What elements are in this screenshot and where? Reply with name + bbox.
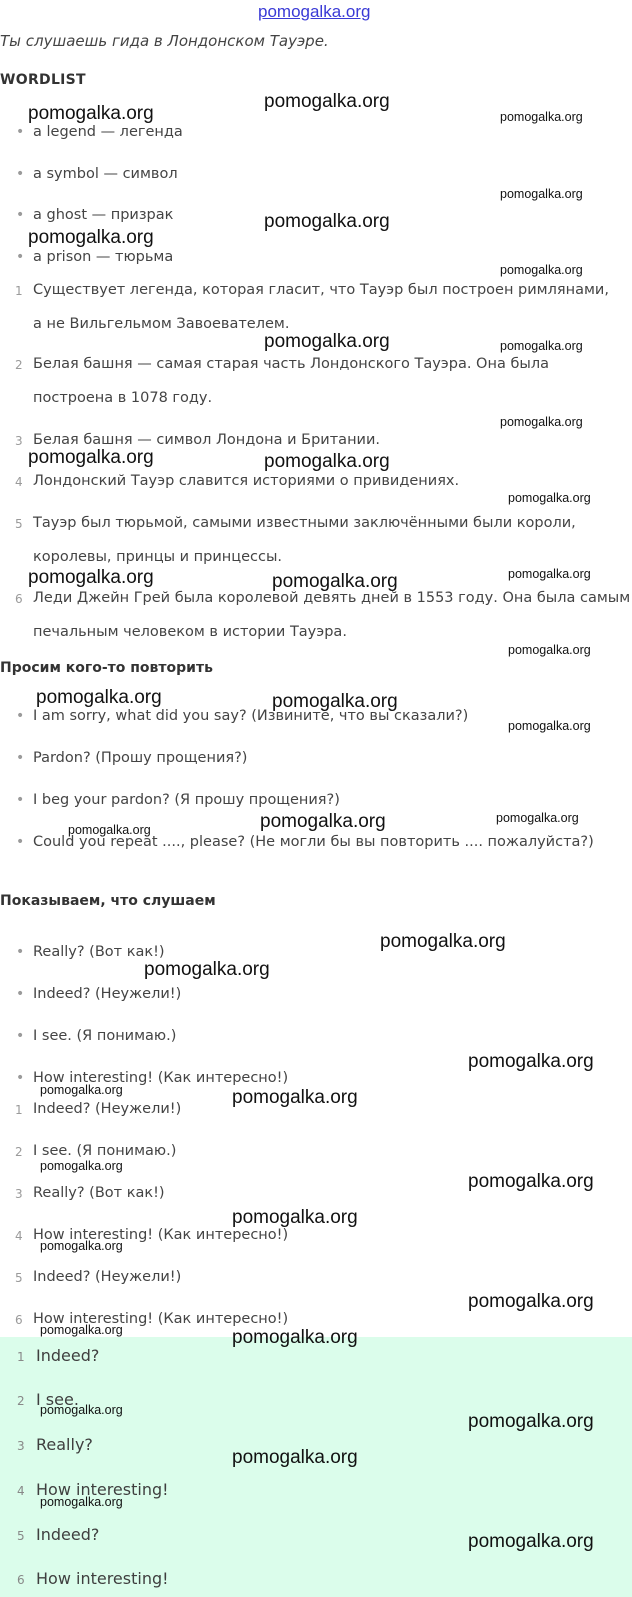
watermark: pomogalka.org [40, 1495, 123, 1509]
sentence-number: 1 [15, 284, 23, 298]
sentence-line: Белая башня — самая старая часть Лондонского Тауэра. Она была [33, 356, 549, 372]
answer-number: 4 [17, 1484, 25, 1498]
watermark: pomogalka.org [40, 1403, 123, 1417]
intro-text: Ты слушаешь гида в Лондонском Тауэре. [0, 32, 329, 50]
sentence-number: 2 [15, 358, 23, 372]
phrase-item: I see. (Я понимаю.) [33, 1028, 177, 1044]
watermark: pomogalka.org [500, 187, 583, 201]
sentence-line: Белая башня — символ Лондона и Британии. [33, 432, 381, 448]
numbered-phrase: Indeed? (Неужели!) [33, 1269, 182, 1285]
sentence-line: Леди Джейн Грей была королевой девять дней в 1553 году. Она была самым [33, 590, 631, 606]
watermark: pomogalka.org [40, 1239, 123, 1253]
sentence-number: 5 [15, 517, 23, 531]
answer-text: How interesting! [36, 1480, 169, 1499]
sentence-line: печальным человеком в истории Тауэра. [33, 624, 347, 640]
wordlist-item: a legend — легенда [33, 124, 183, 140]
watermark: pomogalka.org [380, 931, 506, 952]
sentence-number: 4 [15, 475, 23, 489]
listening-heading: Показываем, что слушаем [0, 893, 216, 909]
repeat-heading: Просим кого-то повторить [0, 660, 213, 676]
watermark: pomogalka.org [468, 1411, 594, 1432]
numbered-phrase: Really? (Вот как!) [33, 1185, 165, 1201]
watermark: pomogalka.org [264, 331, 390, 352]
sentence-number: 6 [15, 592, 23, 606]
watermark: pomogalka.org [40, 1159, 123, 1173]
phrase-item: I beg your pardon? (Я прошу прощения?) [33, 792, 340, 808]
watermark: pomogalka.org [264, 451, 390, 472]
phrase-number: 3 [15, 1187, 23, 1201]
bullet-icon: • [16, 944, 25, 960]
watermark: pomogalka.org [232, 1087, 358, 1108]
sentence-line: Тауэр был тюрьмой, самыми известными заключёнными были короли, [33, 515, 576, 531]
answer-number: 2 [17, 1394, 25, 1408]
bullet-icon: • [16, 834, 25, 850]
watermark: pomogalka.org [272, 571, 398, 592]
answer-number: 1 [17, 1350, 25, 1364]
bullet-icon: • [16, 207, 25, 223]
answer-text: Really? [36, 1435, 93, 1454]
watermark: pomogalka.org [40, 1083, 123, 1097]
watermark: pomogalka.org [28, 447, 154, 468]
answer-text: How interesting! [36, 1569, 169, 1588]
watermark: pomogalka.org [68, 823, 151, 837]
watermark: pomogalka.org [500, 339, 583, 353]
sentence-line: построена в 1078 году. [33, 390, 213, 406]
numbered-phrase: How interesting! (Как интересно!) [33, 1311, 289, 1327]
bullet-icon: • [16, 986, 25, 1002]
numbered-phrase: I see. (Я понимаю.) [33, 1143, 177, 1159]
watermark: pomogalka.org [232, 1447, 358, 1468]
watermark: pomogalka.org [28, 227, 154, 248]
bullet-icon: • [16, 1028, 25, 1044]
bullet-icon: • [16, 750, 25, 766]
watermark: pomogalka.org [36, 687, 162, 708]
bullet-icon: • [16, 249, 25, 265]
answer-number: 3 [17, 1439, 25, 1453]
watermark: pomogalka.org [468, 1531, 594, 1552]
phrase-number: 1 [15, 1103, 23, 1117]
bullet-icon: • [16, 1070, 25, 1086]
answer-text: Indeed? [36, 1346, 100, 1365]
phrase-item: Pardon? (Прошу прощения?) [33, 750, 248, 766]
watermark: pomogalka.org [272, 691, 398, 712]
watermark: pomogalka.org [508, 567, 591, 581]
phrase-number: 6 [15, 1313, 23, 1327]
sentence-line: а не Вильгельмом Завоевателем. [33, 316, 290, 332]
watermark: pomogalka.org [232, 1327, 358, 1348]
watermark: pomogalka.org [28, 567, 154, 588]
phrase-item: Really? (Вот как!) [33, 944, 165, 960]
watermark: pomogalka.org [144, 959, 270, 980]
bullet-icon: • [16, 124, 25, 140]
watermark: pomogalka.org [496, 811, 579, 825]
phrase-item: Could you repeat ...., please? (Не могли бы вы повторить .... пожалуйста?) [33, 834, 594, 850]
watermark: pomogalka.org [500, 415, 583, 429]
answer-number: 5 [17, 1529, 25, 1543]
watermark: pomogalka.org [500, 263, 583, 277]
watermark: pomogalka.org [508, 491, 591, 505]
watermark: pomogalka.org [28, 103, 154, 124]
numbered-phrase: Indeed? (Неужели!) [33, 1101, 182, 1117]
bullet-icon: • [16, 792, 25, 808]
watermark: pomogalka.org [264, 211, 390, 232]
sentence-line: королевы, принцы и принцессы. [33, 549, 283, 565]
wordlist-item: a ghost — призрак [33, 207, 174, 223]
watermark: pomogalka.org [40, 1323, 123, 1337]
sentence-number: 3 [15, 434, 23, 448]
sentence-line: Лондонский Тауэр славится историями о привидениях. [33, 473, 460, 489]
wordlist-item: a prison — тюрьма [33, 249, 174, 265]
phrase-number: 5 [15, 1271, 23, 1285]
bullet-icon: • [16, 166, 25, 182]
numbered-phrase: How interesting! (Как интересно!) [33, 1227, 289, 1243]
bullet-icon: • [16, 708, 25, 724]
watermark: pomogalka.org [468, 1291, 594, 1312]
phrase-item: How interesting! (Как интересно!) [33, 1070, 289, 1086]
watermark: pomogalka.org [508, 643, 591, 657]
watermark: pomogalka.org [232, 1207, 358, 1228]
phrase-item: I am sorry, what did you say? (Извините, что вы сказали?) [33, 708, 469, 724]
wordlist-heading: WORDLIST [0, 72, 86, 88]
watermark: pomogalka.org [468, 1051, 594, 1072]
site-link[interactable]: pomogalka.org [258, 2, 371, 21]
watermark: pomogalka.org [500, 110, 583, 124]
phrase-number: 2 [15, 1145, 23, 1159]
watermark: pomogalka.org [508, 719, 591, 733]
wordlist-item: a symbol — символ [33, 166, 178, 182]
watermark: pomogalka.org [260, 811, 386, 832]
answer-number: 6 [17, 1573, 25, 1587]
watermark: pomogalka.org [264, 91, 390, 112]
sentence-line: Существует легенда, которая гласит, что Тауэр был построен римлянами, [33, 282, 609, 298]
phrase-item: Indeed? (Неужели!) [33, 986, 182, 1002]
answer-text: I see. [36, 1390, 79, 1409]
phrase-number: 4 [15, 1229, 23, 1243]
answer-text: Indeed? [36, 1525, 100, 1544]
watermark: pomogalka.org [468, 1171, 594, 1192]
